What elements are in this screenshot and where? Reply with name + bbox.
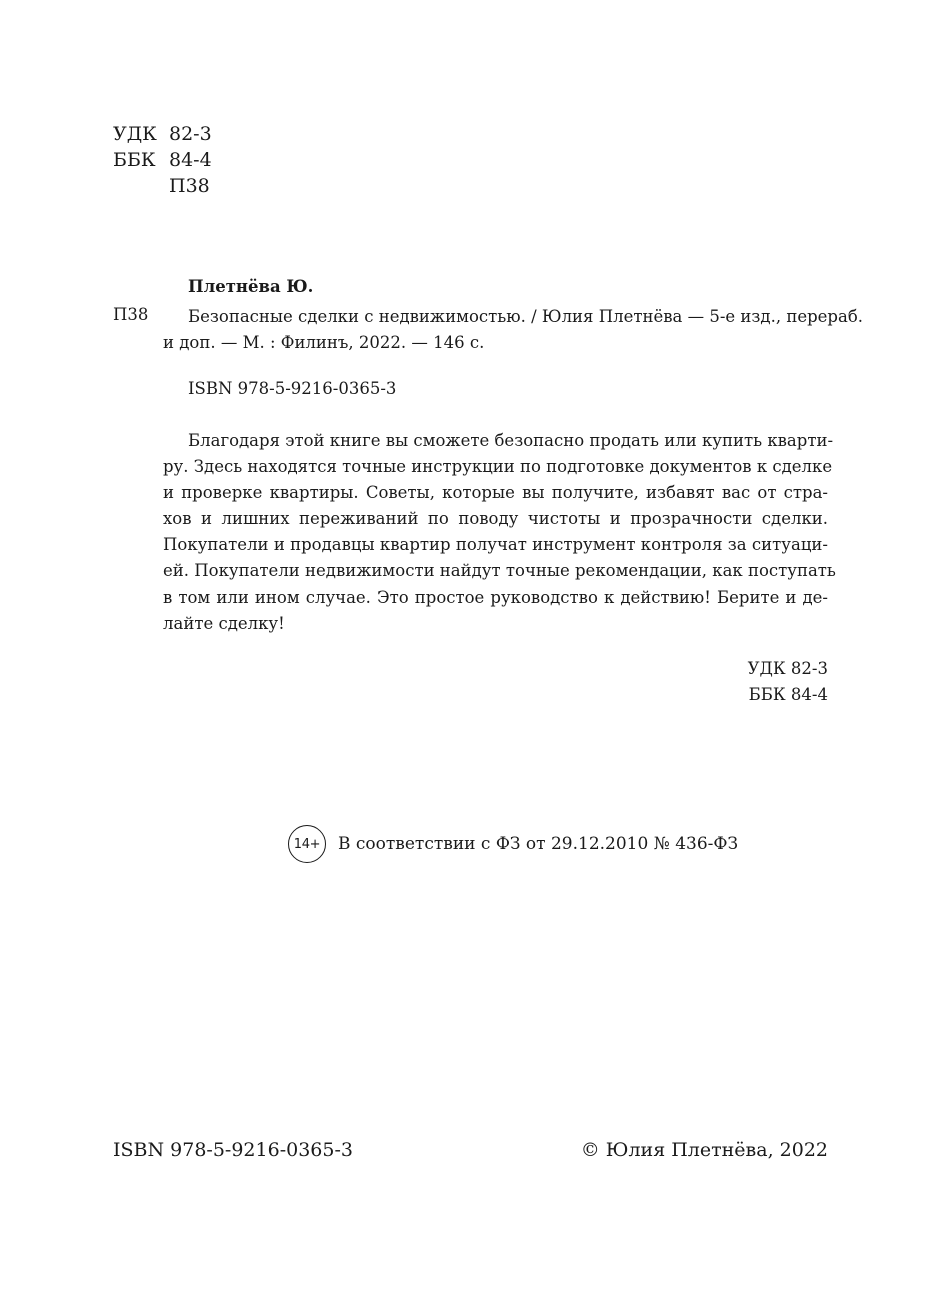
bbk-row <box>113 147 212 173</box>
udk-row <box>113 121 212 147</box>
footer-copyright: © Юлия Плетнёва, 2022 <box>580 1139 828 1161</box>
age-rating <box>288 825 738 863</box>
annotation-line: лайте сделку! <box>163 613 285 633</box>
udk-value: 82-3 <box>169 123 212 145</box>
classification-block-bottom <box>748 656 828 708</box>
bibliographic-description <box>163 304 863 356</box>
age-rating-law-text: В соответствии с ФЗ от 29.12.2010 № 436-ФЗ <box>338 834 739 854</box>
annotation-line: Благодаря этой книге вы сможете безопасно продать или купить кварти- <box>188 431 834 450</box>
age-rating-badge-icon: 14+ <box>288 825 326 863</box>
udk-bottom: УДК 82-3 <box>747 659 828 678</box>
annotation-line: хов и лишних переживаний по поводу чистоты и прозрачности сделки. <box>163 509 828 529</box>
author-heading: Плетнёва Ю. <box>188 277 314 296</box>
classification-block-top <box>113 121 212 199</box>
annotation-line: Покупатели и продавцы квартир получат инструмент контроля за ситуаци- <box>163 535 828 555</box>
annotation-line: ей. Покупатели недвижимости найдут точные рекомендации, как поступать <box>163 561 836 581</box>
bbk-label: ББК <box>113 149 156 171</box>
author-sign-code: П38 <box>113 305 149 324</box>
annotation-line: ру. Здесь находятся точные инструкции по подготовке документов к сделке <box>163 457 833 477</box>
annotation-line: в том или ином случае. Это простое руководство к действию! Берите и де- <box>163 587 828 607</box>
annotation-line: и проверке квартиры. Советы, которые вы получите, избавят вас от стра- <box>163 483 828 503</box>
footer-isbn: ISBN 978-5-9216-0365-3 <box>113 1139 353 1161</box>
author-code-row <box>113 173 212 199</box>
title-line-2: и доп. — М. : Филинъ, 2022. — 146 с. <box>163 333 485 352</box>
title-line-1: Безопасные сделки с недвижимостью. / Юлия Плетнёва — 5-е изд., перераб. <box>188 307 863 326</box>
bbk-value: 84-4 <box>169 149 212 171</box>
author-code: П38 <box>169 175 210 197</box>
bbk-bottom: ББК 84-4 <box>748 685 828 704</box>
annotation-paragraph <box>163 428 836 637</box>
isbn-record: ISBN 978-5-9216-0365-3 <box>188 379 397 398</box>
udk-label: УДК <box>113 123 157 145</box>
